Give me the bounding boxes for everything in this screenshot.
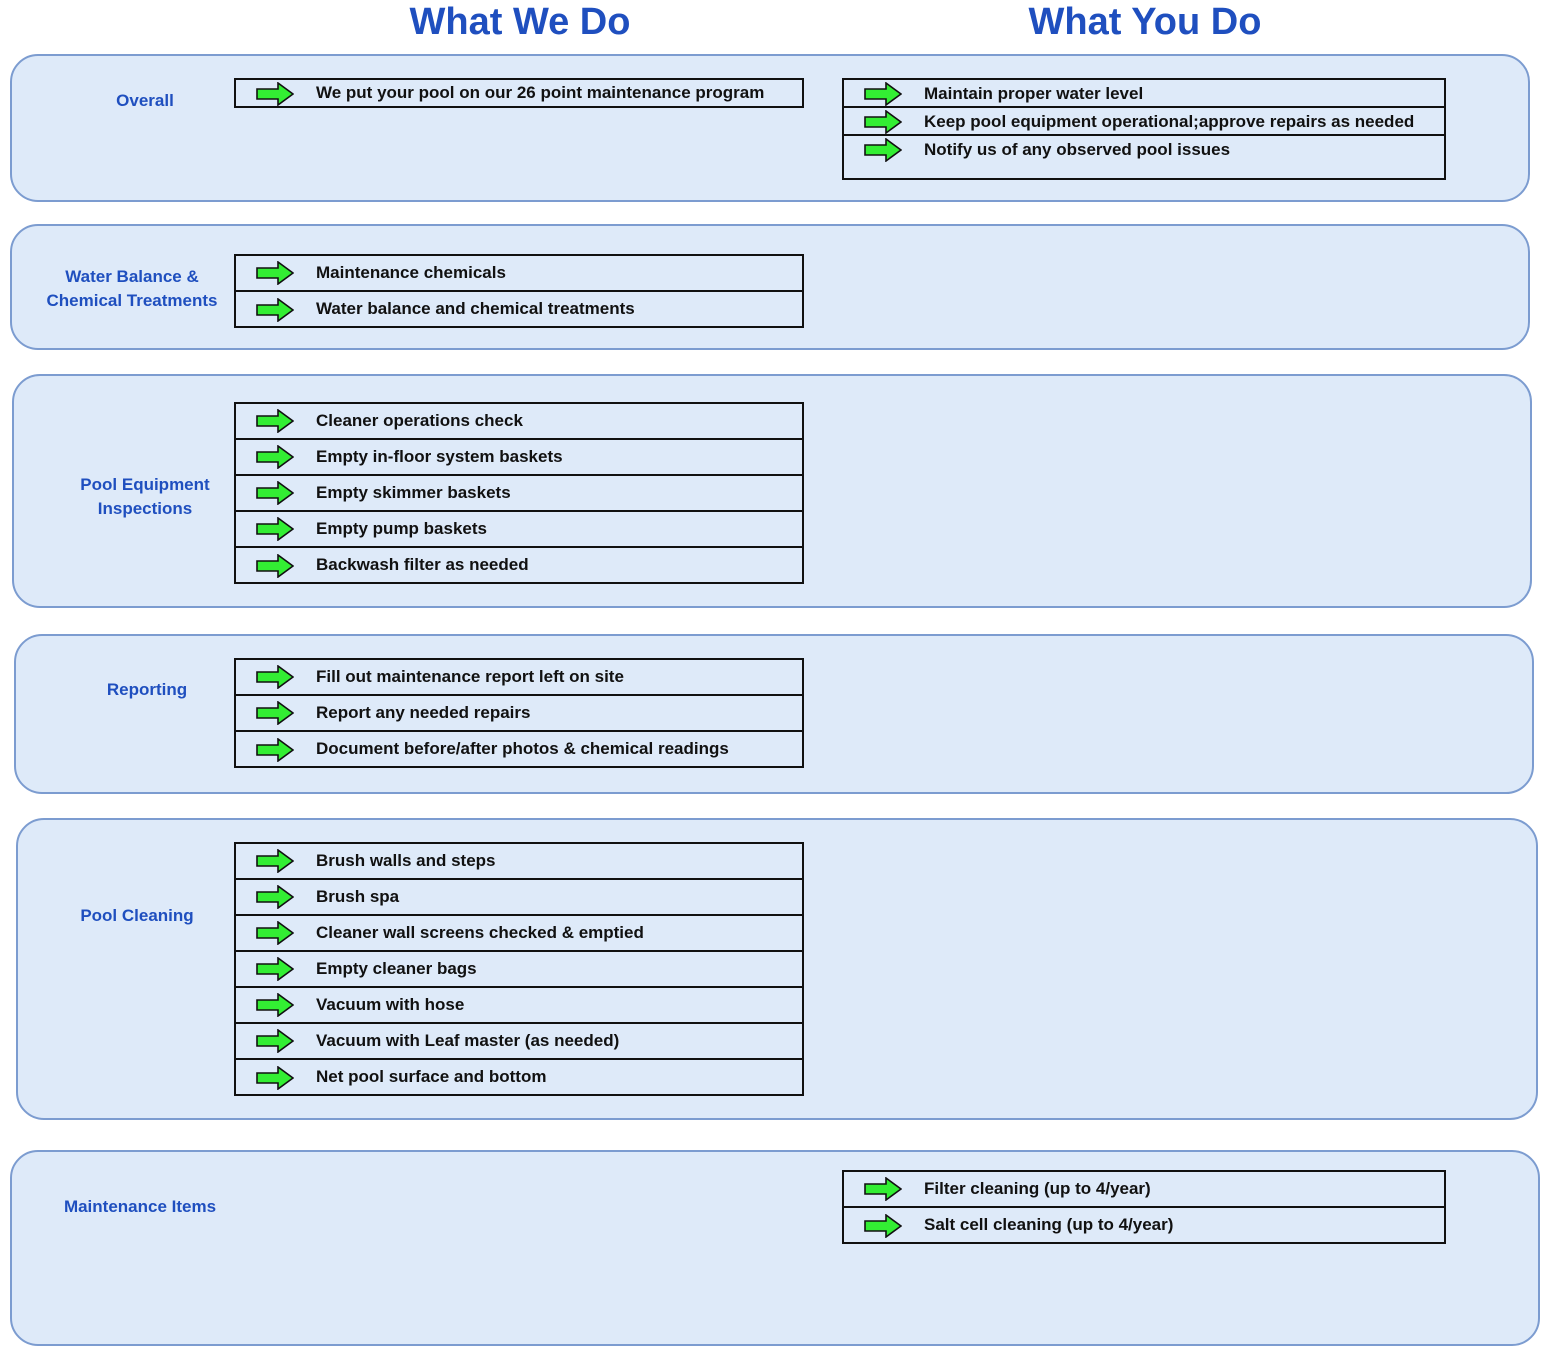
checklist-row bbox=[844, 1208, 1444, 1244]
right-arrow-icon bbox=[256, 1029, 294, 1053]
right-arrow-icon bbox=[256, 82, 294, 106]
checklist-row-text: Notify us of any observed pool issues bbox=[924, 140, 1231, 159]
right-arrow-icon bbox=[256, 1066, 294, 1090]
checklist-row bbox=[236, 548, 802, 584]
equipment-we-do-list bbox=[234, 402, 804, 584]
checklist-row-text: Maintenance chemicals bbox=[316, 263, 506, 282]
right-arrow-icon bbox=[864, 82, 902, 106]
checklist-row bbox=[844, 80, 1444, 108]
checklist-row-text: Document before/after photos & chemical readings bbox=[316, 739, 729, 758]
right-arrow-icon bbox=[256, 445, 294, 469]
checklist-row-text: Vacuum with hose bbox=[316, 995, 465, 1014]
checklist-row bbox=[236, 440, 802, 476]
section-label-maintenance: Maintenance Items bbox=[63, 1197, 217, 1216]
water-balance-we-do-list bbox=[234, 254, 804, 328]
right-arrow-icon bbox=[864, 110, 902, 134]
checklist-row bbox=[236, 404, 802, 440]
right-arrow-icon bbox=[256, 517, 294, 541]
checklist-row-text: Maintain proper water level bbox=[924, 84, 1144, 103]
checklist-row bbox=[236, 476, 802, 512]
checklist-row bbox=[236, 916, 802, 952]
checklist-row-text: Salt cell cleaning (up to 4/year) bbox=[924, 1215, 1174, 1234]
right-arrow-icon bbox=[256, 885, 294, 909]
checklist-row bbox=[236, 732, 802, 768]
checklist-row bbox=[236, 80, 802, 106]
checklist-row-text: We put your pool on our 26 point maintenance program bbox=[316, 83, 765, 102]
checklist-row bbox=[236, 988, 802, 1024]
checklist-row bbox=[844, 136, 1444, 180]
right-arrow-icon bbox=[256, 481, 294, 505]
checklist-row-text: Filter cleaning (up to 4/year) bbox=[924, 1179, 1151, 1198]
overall-you-do-list bbox=[842, 78, 1446, 180]
right-arrow-icon bbox=[864, 1177, 902, 1201]
checklist-row-text: Brush spa bbox=[316, 887, 400, 906]
section-label-equipment: Pool Equipment Inspections bbox=[80, 475, 210, 518]
checklist-row bbox=[236, 1024, 802, 1060]
right-arrow-icon bbox=[864, 1214, 902, 1238]
checklist-row-text: Cleaner wall screens checked & emptied bbox=[316, 923, 644, 942]
checklist-row-text: Fill out maintenance report left on site bbox=[316, 667, 624, 686]
what-you-do-heading: What You Do bbox=[1028, 1, 1262, 43]
checklist-row-text: Vacuum with Leaf master (as needed) bbox=[316, 1031, 620, 1050]
checklist-row bbox=[236, 844, 802, 880]
right-arrow-icon bbox=[256, 665, 294, 689]
checklist-row-text: Empty skimmer baskets bbox=[316, 483, 511, 502]
cleaning-we-do-list bbox=[234, 842, 804, 1096]
checklist-row-text: Net pool surface and bottom bbox=[316, 1067, 547, 1086]
checklist-row bbox=[844, 1172, 1444, 1208]
checklist-row-text: Empty in-floor system baskets bbox=[316, 447, 563, 466]
right-arrow-icon bbox=[256, 957, 294, 981]
checklist-row-text: Backwash filter as needed bbox=[316, 555, 529, 574]
checklist-row bbox=[236, 512, 802, 548]
what-we-do-heading: What We Do bbox=[409, 1, 631, 43]
section-label-overall: Overall bbox=[116, 91, 174, 110]
section-label-water-balance: Water Balance & Chemical Treatments bbox=[46, 267, 218, 310]
overall-we-do-list bbox=[234, 78, 804, 108]
checklist-row bbox=[236, 880, 802, 916]
right-arrow-icon bbox=[256, 921, 294, 945]
right-arrow-icon bbox=[256, 409, 294, 433]
checklist-row-text: Cleaner operations check bbox=[316, 411, 523, 430]
checklist-row-text: Empty pump baskets bbox=[316, 519, 487, 538]
section-label-cleaning: Pool Cleaning bbox=[80, 906, 194, 925]
right-arrow-icon bbox=[256, 701, 294, 725]
maintenance-you-do-list bbox=[842, 1170, 1446, 1244]
right-arrow-icon bbox=[256, 261, 294, 285]
right-arrow-icon bbox=[256, 738, 294, 762]
checklist-row bbox=[844, 108, 1444, 136]
checklist-row-text: Water balance and chemical treatments bbox=[316, 299, 635, 318]
checklist-row bbox=[236, 696, 802, 732]
checklist-row-text: Keep pool equipment operational;approve repairs as needed bbox=[924, 112, 1415, 131]
checklist-row bbox=[236, 952, 802, 988]
checklist-row-text: Empty cleaner bags bbox=[316, 959, 477, 978]
right-arrow-icon bbox=[256, 849, 294, 873]
checklist-row bbox=[236, 1060, 802, 1096]
checklist-row-text: Report any needed repairs bbox=[316, 703, 531, 722]
right-arrow-icon bbox=[864, 138, 902, 162]
right-arrow-icon bbox=[256, 993, 294, 1017]
section-label-reporting: Reporting bbox=[106, 680, 188, 699]
checklist-row bbox=[236, 660, 802, 696]
reporting-we-do-list bbox=[234, 658, 804, 768]
checklist-row bbox=[236, 256, 802, 292]
right-arrow-icon bbox=[256, 298, 294, 322]
right-arrow-icon bbox=[256, 554, 294, 578]
checklist-row-text: Brush walls and steps bbox=[316, 851, 496, 870]
checklist-row bbox=[236, 292, 802, 328]
